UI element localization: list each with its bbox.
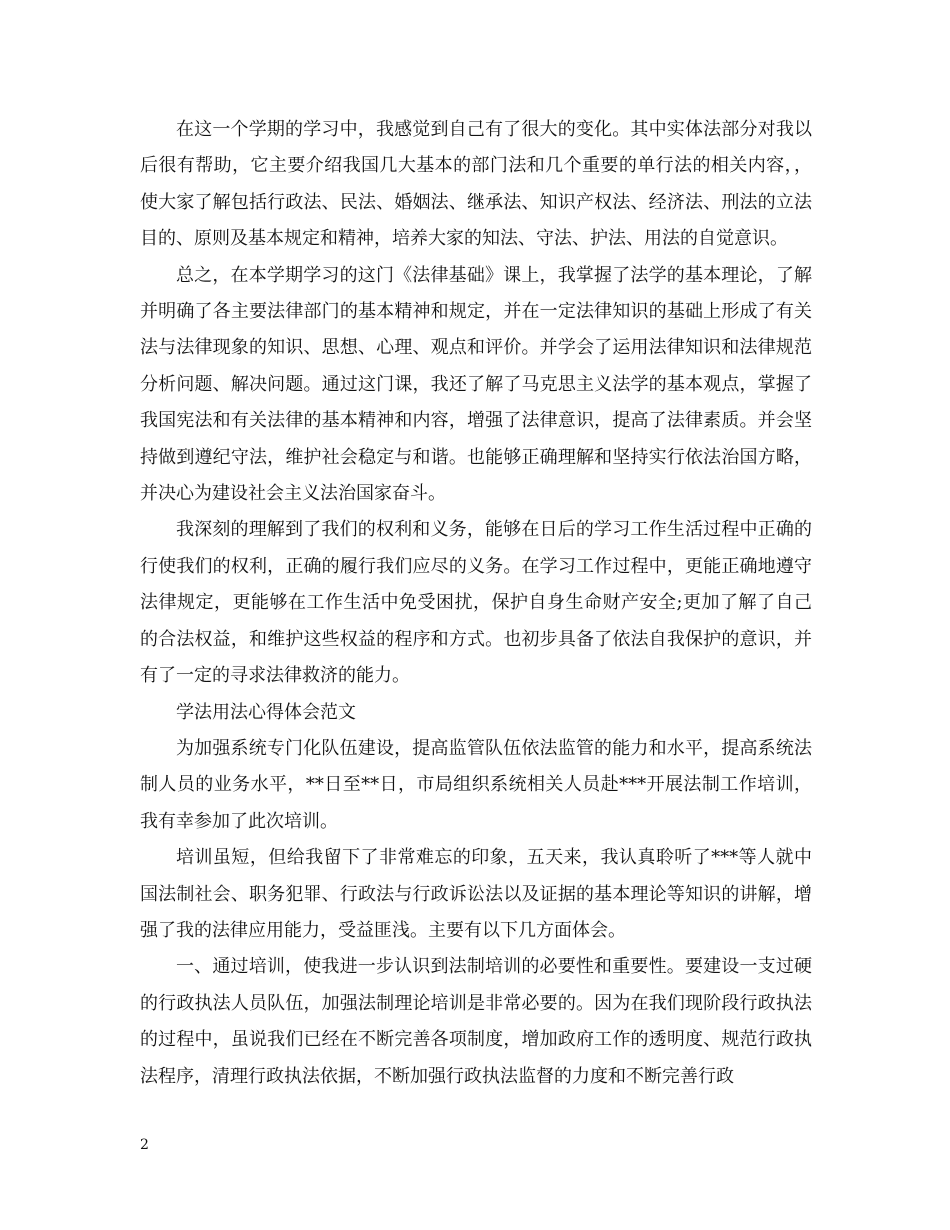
page-number: 2 — [140, 1137, 149, 1153]
paragraph-3: 我深刻的理解到了我们的权利和义务，能够在日后的学习工作生活过程中正确的行使我们的权利，正确的履行我们应尽的义务。在学习工作过程中，更能正确地遵守法律规定，更能够在工作生活中免受困扰，保护自身生命财产安全;更加了解了自己的合法权益，和维护这些权益的程序和方式。也初步具备了依法自我保护的意识，并有了一定的寻求法律救济的能力。 — [140, 519, 812, 687]
paragraph-4: 为加强系统专门化队伍建设，提高监管队伍依法监管的能力和水平，提高系统法制人员的业务水平，**日至**日，市局组织系统相关人员赴***开展法制工作培训，我有幸参加了此次培训。 — [140, 737, 812, 832]
document-body — [140, 112, 812, 1095]
paragraph-2: 总之，在本学期学习的这门《法律基础》课上，我掌握了法学的基本理论，了解并明确了各主要法律部门的基本精神和规定，并在一定法律知识的基础上形成了有关法与法律现象的知识、思想、心理、观点和评价。并学会了运用法律知识和法律规范分析问题、解决问题。通过这门课，我还了解了马克思主义法学的基本观点，掌握了我国宪法和有关法律的基本精神和内容，增强了法律意识，提高了法律素质。并会坚持做到遵纪守法，维护社会稳定与和谐。也能够正确理解和坚持实行依法治国方略，并决心为建设社会主义法治国家奋斗。 — [140, 264, 812, 505]
paragraph-1: 在这一个学期的学习中，我感觉到自己有了很大的变化。其中实体法部分对我以后很有帮助，它主要介绍我国几大基本的部门法和几个重要的单行法的相关内容，，使大家了解包括行政法、民法、婚姻法、继承法、知识产权法、经济法、刑法的立法目的、原则及基本规定和精神，培养大家的知法、守法、护法、用法的自觉意识。 — [140, 119, 812, 250]
section-heading: 学法用法心得体会范文 — [176, 701, 356, 723]
paragraph-6: 一、通过培训，使我进一步认识到法制培训的必要性和重要性。要建设一支过硬的行政执法人员队伍，加强法制理论培训是非常必要的。因为在我们现阶段行政执法的过程中，虽说我们已经在不断完善各项制度，增加政府工作的透明度、规范行政执法程序，清理行政执法依据，不断加强行政执法监督的力度和不断完善行政 — [140, 956, 812, 1087]
paragraph-5: 培训虽短，但给我留下了非常难忘的印象，五天来，我认真聆听了***等人就中国法制社会、职务犯罪、行政法与行政诉讼法以及证据的基本理论等知识的讲解，增强了我的法律应用能力，受益匪浅。主要有以下几方面体会。 — [140, 847, 812, 941]
